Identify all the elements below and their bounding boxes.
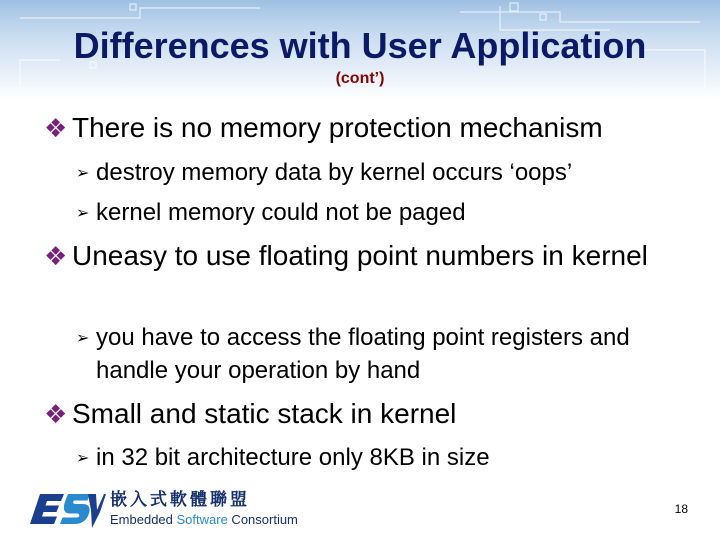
bullet-text: in 32 bit architecture only 8KB in size bbox=[96, 444, 490, 471]
esw-logo-icon bbox=[30, 488, 106, 532]
bullet-text: destroy memory data by kernel occurs ‘oops’ bbox=[96, 159, 573, 186]
slide-title: Differences with User Application bbox=[73, 25, 647, 66]
logo-english-name: Embedded Software Consortium bbox=[110, 512, 298, 527]
arrow-bullet-icon: ➢ bbox=[76, 330, 90, 347]
diamond-bullet-icon: ❖ bbox=[44, 113, 68, 143]
arrow-bullet-icon: ➢ bbox=[76, 205, 90, 222]
diamond-bullet-icon: ❖ bbox=[44, 399, 68, 429]
diamond-bullet-icon: ❖ bbox=[44, 241, 68, 271]
bullet-text: There is no memory protection mechanism bbox=[72, 112, 603, 143]
bullet-level1 bbox=[44, 238, 704, 274]
consortium-logo bbox=[30, 488, 300, 532]
arrow-bullet-icon: ➢ bbox=[76, 165, 90, 182]
bullet-level2 bbox=[76, 197, 696, 230]
logo-chinese-name: 嵌入式軟體聯盟 bbox=[110, 490, 250, 510]
bullet-text: kernel memory could not be paged bbox=[96, 199, 466, 226]
bullet-level2 bbox=[76, 442, 696, 475]
bullet-level1 bbox=[44, 110, 704, 146]
page-number: 18 bbox=[674, 502, 688, 516]
bullet-text: you have to access the floating point registers and handle your operation by hand bbox=[96, 324, 630, 384]
bullet-level2 bbox=[76, 157, 696, 190]
slide-subtitle: (cont’) bbox=[335, 70, 385, 87]
bullet-text: Small and static stack in kernel bbox=[72, 398, 457, 429]
bullet-text: Uneasy to use floating point numbers in kernel bbox=[72, 240, 648, 271]
arrow-bullet-icon: ➢ bbox=[76, 450, 90, 467]
bullet-level1 bbox=[44, 396, 704, 432]
bullet-level2 bbox=[76, 322, 696, 387]
